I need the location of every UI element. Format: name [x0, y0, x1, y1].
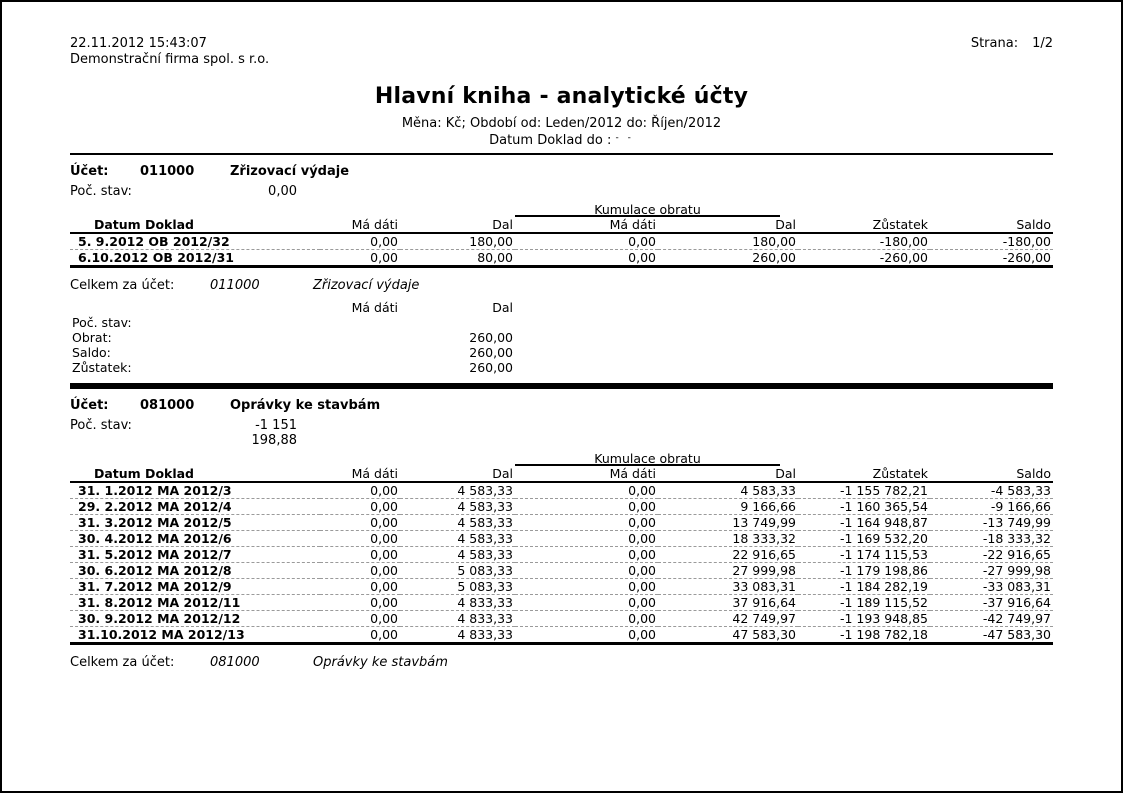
opening-balance-value: 0,00	[268, 184, 297, 199]
cell-kum-ma-dati: 0,00	[628, 499, 656, 514]
cell-ma-dati: 0,00	[370, 515, 398, 530]
cell-kum-ma-dati: 0,00	[628, 595, 656, 610]
col-header-ma-dati: Má dáti	[320, 466, 400, 482]
cell-zustatek: -1 169 532,20	[840, 531, 929, 546]
col-header-dal: Dal	[400, 466, 515, 482]
page-counter-value: 1/2	[1032, 36, 1053, 51]
cell-dal: 180,00	[469, 234, 513, 249]
cell-zustatek: -260,00	[879, 250, 929, 265]
col-header-ma-dati: Má dáti	[320, 217, 400, 233]
cell-saldo: -27 999,98	[982, 563, 1052, 578]
totals-header-spacer	[515, 300, 1053, 315]
cell-saldo: -18 333,32	[982, 531, 1052, 546]
cell-kum-dal: 18 333,32	[732, 531, 797, 546]
account-number: 011000	[140, 164, 195, 179]
cell-dal: 5 083,33	[457, 563, 513, 578]
totals-dal-value: 260,00	[469, 360, 513, 375]
totals-dal-value: 260,00	[469, 330, 513, 345]
col-header-kum-dal: Dal	[658, 466, 798, 482]
cell-saldo: -260,00	[1002, 250, 1052, 265]
cell-zustatek: -1 179 198,86	[840, 563, 929, 578]
totals-row	[70, 315, 1053, 330]
table-row	[70, 547, 1053, 563]
ledger-body	[70, 233, 1053, 267]
cell-saldo: -47 583,30	[982, 627, 1052, 642]
totals-dal-value: 260,00	[469, 345, 513, 360]
ledger-table	[70, 203, 1053, 268]
cell-dal: 4 583,33	[457, 531, 513, 546]
cell-kum-dal: 42 749,97	[732, 611, 797, 626]
cell-saldo: -37 916,64	[982, 595, 1052, 610]
report-datetime: 22.11.2012 15:43:07	[70, 36, 207, 51]
totals-row-label: Saldo:	[72, 345, 111, 360]
totals-row	[70, 330, 1053, 345]
ledger-table	[70, 452, 1053, 645]
cell-datum-doklad: 31.10.2012 MA 2012/13	[78, 627, 245, 642]
cell-zustatek: -180,00	[879, 234, 929, 249]
cell-datum-doklad: 30. 6.2012 MA 2012/8	[78, 563, 232, 578]
cell-kum-dal: 22 916,65	[732, 547, 797, 562]
table-row	[70, 515, 1053, 531]
cell-kum-ma-dati: 0,00	[628, 234, 656, 249]
cell-kum-dal: 180,00	[752, 234, 797, 249]
opening-balance-line	[70, 184, 1053, 199]
table-row	[70, 579, 1053, 595]
totals-body	[70, 315, 1053, 375]
cell-kum-ma-dati: 0,00	[628, 627, 656, 642]
cell-dal: 4 583,33	[457, 499, 513, 514]
col-header-zustatek: Zůstatek	[798, 466, 930, 482]
cell-kum-dal: 13 749,99	[732, 515, 797, 530]
table-row	[70, 482, 1053, 499]
table-row	[70, 611, 1053, 627]
totals-header-ma-dati: Má dáti	[351, 300, 398, 315]
cell-kum-ma-dati: 0,00	[628, 579, 656, 594]
cell-kum-dal: 4 583,33	[740, 483, 797, 498]
doc-date-value-marks: - -	[615, 133, 634, 143]
cell-ma-dati: 0,00	[370, 250, 398, 265]
cell-kum-dal: 9 166,66	[740, 499, 797, 514]
table-row	[70, 499, 1053, 515]
table-row	[70, 595, 1053, 611]
cell-zustatek: -1 193 948,85	[840, 611, 929, 626]
opening-balance-label: Poč. stav:	[70, 184, 132, 199]
totals-header-spacer	[70, 300, 320, 315]
section-separator	[70, 383, 1053, 389]
cell-dal: 4 833,33	[457, 627, 513, 642]
totals-header-row	[70, 300, 1053, 315]
cell-ma-dati: 0,00	[370, 595, 398, 610]
cell-datum-doklad: 29. 2.2012 MA 2012/4	[78, 499, 232, 514]
table-row	[70, 563, 1053, 579]
totals-spacer	[515, 360, 1053, 375]
account-label: Účet:	[70, 164, 109, 179]
cell-datum-doklad: 31. 1.2012 MA 2012/3	[78, 483, 232, 498]
cell-dal: 80,00	[477, 250, 513, 265]
cell-zustatek: -1 160 365,54	[840, 499, 929, 514]
account-total-heading	[70, 278, 1053, 294]
cell-ma-dati: 0,00	[370, 579, 398, 594]
cell-ma-dati: 0,00	[370, 531, 398, 546]
totals-row	[70, 345, 1053, 360]
cell-saldo: -4 583,33	[990, 483, 1052, 498]
totals-row	[70, 360, 1053, 375]
cell-dal: 4 833,33	[457, 595, 513, 610]
col-header-saldo: Saldo	[930, 466, 1053, 482]
cell-dal: 4 583,33	[457, 483, 513, 498]
cell-kum-ma-dati: 0,00	[628, 611, 656, 626]
cell-kum-dal: 27 999,98	[732, 563, 797, 578]
table-row	[70, 233, 1053, 250]
col-header-datum-doklad: Datum Doklad	[70, 466, 320, 482]
cell-saldo: -33 083,31	[982, 579, 1052, 594]
kumulace-obratu-label: Kumulace obratu	[515, 203, 780, 217]
report-subtitle-doc-date	[70, 131, 1053, 148]
cell-ma-dati: 0,00	[370, 483, 398, 498]
col-header-kum-ma-dati: Má dáti	[515, 217, 658, 233]
col-header-kum-ma-dati: Má dáti	[515, 466, 658, 482]
col-header-dal: Dal	[400, 217, 515, 233]
account-total-name: Oprávky ke stavbám	[313, 655, 448, 670]
opening-balance-label: Poč. stav:	[70, 418, 132, 433]
cell-saldo: -22 916,65	[982, 547, 1052, 562]
cell-ma-dati: 0,00	[370, 627, 398, 642]
account-total-label: Celkem za účet:	[70, 655, 175, 670]
cell-kum-ma-dati: 0,00	[628, 515, 656, 530]
doc-date-label: Datum Doklad do :	[489, 133, 612, 148]
account-totals-table	[70, 300, 1053, 375]
cell-zustatek: -1 164 948,87	[840, 515, 929, 530]
cell-saldo: -13 749,99	[982, 515, 1052, 530]
account-number: 081000	[140, 398, 195, 413]
totals-ma-dati-value	[320, 360, 400, 375]
cell-datum-doklad: 31. 8.2012 MA 2012/11	[78, 595, 241, 610]
page-counter-label: Strana:	[970, 36, 1019, 51]
account-total-label: Celkem za účet:	[70, 278, 175, 293]
cell-saldo: -180,00	[1002, 234, 1052, 249]
totals-ma-dati-value	[320, 345, 400, 360]
account-label: Účet:	[70, 398, 109, 413]
header-rule	[70, 153, 1053, 155]
report-subtitle-block	[70, 116, 1053, 148]
cell-dal: 5 083,33	[457, 579, 513, 594]
report-title: Hlavní kniha - analytické účty	[374, 84, 749, 109]
cell-ma-dati: 0,00	[370, 499, 398, 514]
cell-kum-dal: 260,00	[752, 250, 797, 265]
cell-zustatek: -1 198 782,18	[840, 627, 929, 642]
cell-ma-dati: 0,00	[370, 234, 398, 249]
cell-datum-doklad: 31. 5.2012 MA 2012/7	[78, 547, 232, 562]
company-name: Demonstrační firma spol. s r.o.	[70, 52, 270, 67]
totals-row-label: Poč. stav:	[72, 315, 132, 330]
kumulace-group-cell	[515, 452, 798, 466]
cell-kum-dal: 33 083,31	[732, 579, 797, 594]
cell-saldo: -42 749,97	[982, 611, 1052, 626]
cell-zustatek: -1 155 782,21	[840, 483, 929, 498]
cell-ma-dati: 0,00	[370, 547, 398, 562]
cell-kum-ma-dati: 0,00	[628, 531, 656, 546]
ledger-body	[70, 482, 1053, 644]
table-header-row	[70, 466, 1053, 482]
cell-kum-ma-dati: 0,00	[628, 483, 656, 498]
table-row	[70, 531, 1053, 547]
kumulace-group-row	[70, 452, 1053, 466]
totals-ma-dati-value	[320, 315, 400, 330]
col-header-kum-dal: Dal	[658, 217, 798, 233]
kumulace-spacer	[798, 452, 1053, 466]
cell-datum-doklad: 30. 4.2012 MA 2012/6	[78, 531, 232, 546]
cell-kum-ma-dati: 0,00	[628, 547, 656, 562]
page-counter	[971, 36, 1053, 52]
opening-balance-value: -1 151 198,88	[251, 418, 297, 448]
totals-header-dal: Dal	[492, 300, 513, 315]
account-total-heading	[70, 655, 1053, 671]
opening-balance-line	[70, 418, 1053, 448]
totals-dal-value	[400, 315, 515, 330]
cell-datum-doklad: 31. 3.2012 MA 2012/5	[78, 515, 232, 530]
totals-ma-dati-value	[320, 330, 400, 345]
header-left	[70, 36, 269, 68]
account-total-number: 011000	[210, 278, 260, 293]
cell-dal: 4 583,33	[457, 547, 513, 562]
cell-zustatek: -1 174 115,53	[840, 547, 929, 562]
report-subtitle-currency-period: Měna: Kč; Období od: Leden/2012 do: Říjen/2012	[401, 116, 722, 131]
cell-kum-dal: 37 916,64	[732, 595, 797, 610]
cell-zustatek: -1 184 282,19	[840, 579, 929, 594]
account-heading	[70, 398, 1053, 414]
cell-kum-ma-dati: 0,00	[628, 563, 656, 578]
kumulace-spacer	[798, 203, 1053, 217]
totals-spacer	[515, 315, 1053, 330]
totals-spacer	[515, 330, 1053, 345]
cell-zustatek: -1 189 115,52	[840, 595, 929, 610]
kumulace-obratu-label: Kumulace obratu	[515, 452, 780, 466]
cell-dal: 4 833,33	[457, 611, 513, 626]
account-name: Oprávky ke stavbám	[230, 398, 381, 413]
cell-saldo: -9 166,66	[990, 499, 1052, 514]
cell-ma-dati: 0,00	[370, 563, 398, 578]
cell-datum-doklad: 30. 9.2012 MA 2012/12	[78, 611, 241, 626]
col-header-datum-doklad: Datum Doklad	[70, 217, 320, 233]
account-name: Zřizovací výdaje	[230, 164, 350, 179]
table-row	[70, 250, 1053, 267]
cell-kum-dal: 47 583,30	[732, 627, 797, 642]
account-total-name: Zřizovací výdaje	[313, 278, 420, 293]
col-header-zustatek: Zůstatek	[798, 217, 930, 233]
totals-spacer	[515, 345, 1053, 360]
table-row	[70, 627, 1053, 644]
kumulace-group-cell	[515, 203, 798, 217]
account-heading	[70, 164, 1053, 180]
account-total-number: 081000	[210, 655, 260, 670]
cell-datum-doklad: 6.10.2012 OB 2012/31	[78, 250, 234, 265]
table-header-row	[70, 217, 1053, 233]
col-header-saldo: Saldo	[930, 217, 1053, 233]
cell-datum-doklad: 31. 7.2012 MA 2012/9	[78, 579, 232, 594]
kumulace-spacer	[70, 452, 515, 466]
cell-ma-dati: 0,00	[370, 611, 398, 626]
kumulace-group-row	[70, 203, 1053, 217]
cell-dal: 4 583,33	[457, 515, 513, 530]
cell-kum-ma-dati: 0,00	[628, 250, 656, 265]
totals-row-label: Zůstatek:	[72, 360, 132, 375]
totals-row-label: Obrat:	[72, 330, 112, 345]
cell-datum-doklad: 5. 9.2012 OB 2012/32	[78, 234, 230, 249]
kumulace-spacer	[70, 203, 515, 217]
page-header	[70, 36, 1053, 68]
